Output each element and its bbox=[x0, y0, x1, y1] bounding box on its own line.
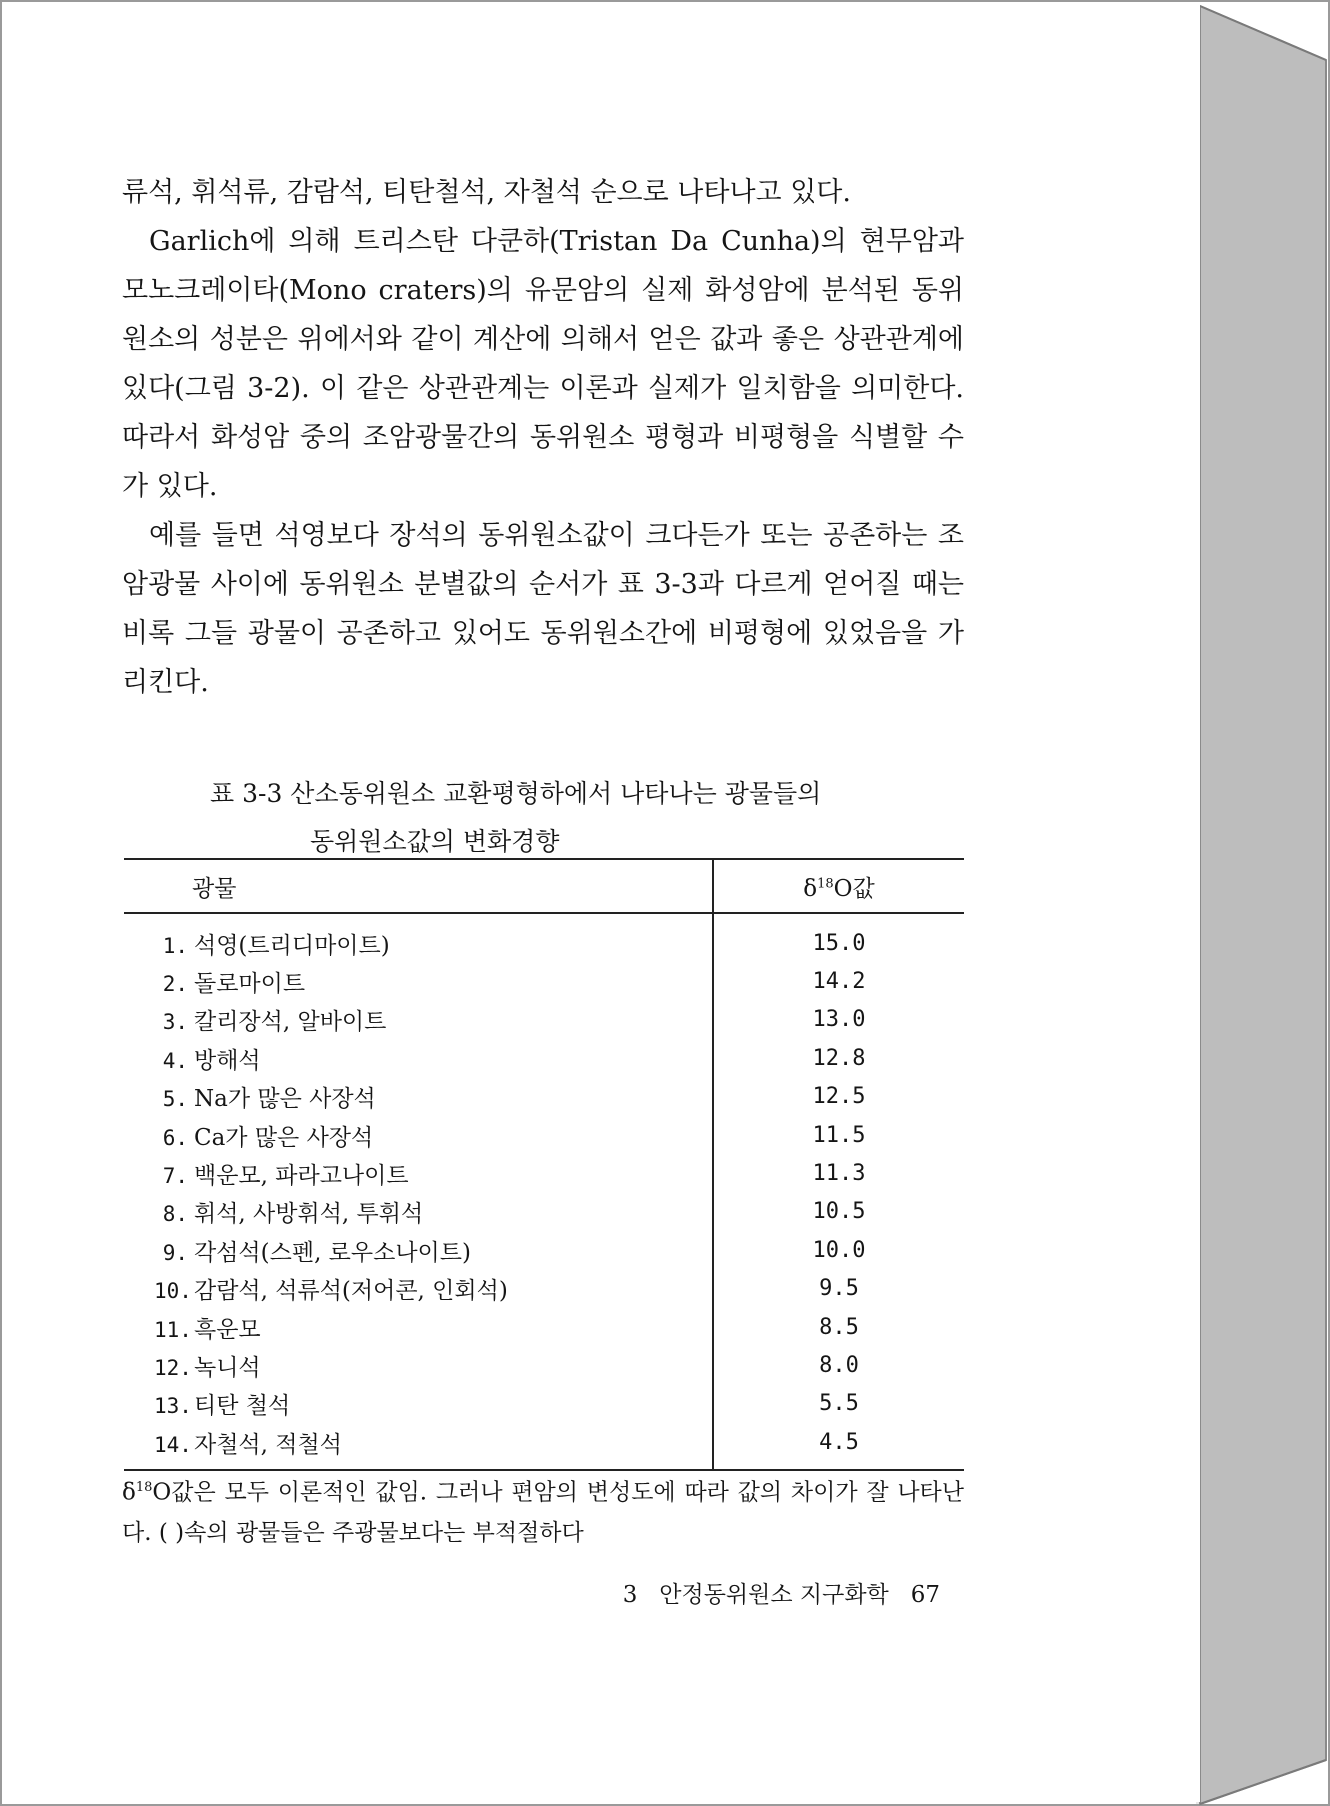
delta-value-cell: 5.5 bbox=[819, 1391, 859, 1417]
table-row bbox=[124, 1039, 964, 1077]
delta-value-cell: 4.5 bbox=[713, 1423, 964, 1470]
table-row bbox=[124, 1078, 964, 1116]
table-row bbox=[124, 962, 964, 1000]
body-text bbox=[122, 168, 964, 707]
paragraph-1: 류석, 휘석류, 감람석, 티탄철석, 자철석 순으로 나타나고 있다. bbox=[122, 177, 851, 208]
table-row bbox=[124, 1385, 964, 1423]
mineral-cell bbox=[124, 1193, 713, 1231]
mineral-cell bbox=[124, 962, 713, 1000]
row-number: 8. bbox=[162, 1202, 188, 1227]
mineral-name: 석영(트리디마이트) bbox=[194, 932, 390, 959]
table-row bbox=[124, 1423, 964, 1470]
mineral-name: 녹니석 bbox=[194, 1354, 261, 1381]
paragraph-3: 예를 들면 석영보다 장석의 동위원소값이 크다든가 또는 공존하는 조암광물 사이에 동위원소 분별값의 순서가 표 3-3과 다르게 얻어질 때는 비록 그들 광물이 공존하고 있어도 동위원소간에 비평형에 있었음을 가리킨다. bbox=[122, 520, 964, 698]
delta-value-cell: 10.0 bbox=[812, 1237, 866, 1263]
footnote-delta-symbol: δ bbox=[122, 1479, 136, 1506]
table-row bbox=[124, 1231, 964, 1269]
mineral-cell bbox=[124, 1154, 713, 1192]
mineral-name: 티탄 철석 bbox=[194, 1393, 291, 1420]
table-row bbox=[124, 1116, 964, 1154]
mineral-name: 방해석 bbox=[194, 1047, 261, 1074]
row-number: 1. bbox=[162, 933, 188, 958]
row-number: 13. bbox=[154, 1394, 192, 1419]
mineral-name: 칼리장석, 알바이트 bbox=[194, 1009, 387, 1036]
table-body bbox=[124, 913, 964, 1470]
row-number: 12. bbox=[154, 1355, 192, 1380]
mineral-name: 휘석, 사방휘석, 투휘석 bbox=[194, 1201, 424, 1228]
mineral-name: 감람석, 석류석(저어콘, 인회석) bbox=[194, 1278, 508, 1305]
mineral-name: 흑운모 bbox=[194, 1316, 261, 1343]
row-number: 10. bbox=[154, 1279, 192, 1304]
footnote-delta-sup: 18 bbox=[135, 1480, 153, 1495]
mineral-cell bbox=[124, 1078, 713, 1116]
row-number: 5. bbox=[162, 1087, 188, 1112]
table-caption bbox=[210, 770, 910, 866]
mineral-name: 각섬석(스펜, 로우소나이트) bbox=[194, 1239, 471, 1266]
mineral-name: 돌로마이트 bbox=[194, 971, 306, 998]
table-footnote bbox=[122, 1468, 964, 1553]
delta-value-cell: 14.2 bbox=[812, 969, 866, 995]
table-caption-line-1: 표 3-3 산소동위원소 교환평형하에서 나타나는 광물들의 bbox=[210, 779, 822, 808]
mineral-cell bbox=[124, 1270, 713, 1308]
row-number: 6. bbox=[162, 1125, 188, 1150]
footer-title: 안정동위원소 지구화학 bbox=[659, 1582, 889, 1608]
page-number: 67 bbox=[910, 1582, 940, 1608]
row-number: 14. bbox=[154, 1432, 192, 1457]
delta-value-cell: 11.3 bbox=[812, 1161, 866, 1187]
mineral-cell bbox=[124, 1039, 713, 1077]
book-page-edge bbox=[1196, 0, 1330, 1806]
footnote-text: O값은 모두 이론적인 값임. 그러나 편암의 변성도에 따라 값의 차이가 잘 나타난다. ( )속의 광물들은 주광물보다는 부적절하다 bbox=[122, 1479, 964, 1546]
delta-value-cell: 9.5 bbox=[819, 1276, 859, 1302]
mineral-cell bbox=[124, 1308, 713, 1346]
delta-value-cell: 12.5 bbox=[812, 1084, 866, 1110]
row-number: 3. bbox=[162, 1010, 188, 1035]
paragraph-2: Garlich에 의해 트리스탄 다쿤하(Tristan Da Cunha)의 현무암과 모노크레이타(Mono craters)의 유문암의 실제 화성암에 분석된 동위원소의 성분은 위에서와 같이 계산에 의해서 얻은 값과 좋은 상관관계에 있다(그림 3-2). 이 같은 상관관계는 이론과 실제가 일치함을 의미한다. 따라서 화성암 중의 조암광물간의 동위원소 평형과 비평형을 식별할 수가 있다. bbox=[122, 226, 964, 502]
delta-value-cell: 12.8 bbox=[812, 1045, 866, 1071]
mineral-delta-table bbox=[124, 858, 964, 1471]
header-delta-value bbox=[713, 859, 964, 913]
footer-chapter: 3 bbox=[622, 1582, 638, 1608]
mineral-cell bbox=[124, 1423, 713, 1470]
delta-value-cell: 13.0 bbox=[812, 1007, 866, 1033]
mineral-cell bbox=[124, 1116, 713, 1154]
mineral-cell bbox=[124, 913, 713, 962]
row-number: 9. bbox=[162, 1240, 188, 1265]
row-number: 7. bbox=[162, 1164, 188, 1189]
delta-value-cell: 8.5 bbox=[819, 1314, 859, 1340]
mineral-cell bbox=[124, 1385, 713, 1423]
row-number: 4. bbox=[162, 1048, 188, 1073]
table-row bbox=[124, 1308, 964, 1346]
delta-value-cell: 8.0 bbox=[819, 1352, 859, 1378]
table-row bbox=[124, 1270, 964, 1308]
table-caption-line-2: 동위원소값의 변화경향 bbox=[310, 827, 560, 856]
delta-value-cell: 11.5 bbox=[812, 1122, 866, 1148]
header-delta-symbol: δ bbox=[803, 875, 818, 902]
delta-value-cell: 10.5 bbox=[812, 1199, 866, 1225]
mineral-name: 백운모, 파라고나이트 bbox=[194, 1163, 409, 1190]
mineral-cell bbox=[124, 1001, 713, 1039]
header-delta-suffix: O값 bbox=[833, 875, 875, 902]
row-number: 11. bbox=[154, 1317, 192, 1342]
mineral-name: Ca가 많은 사장석 bbox=[194, 1124, 374, 1151]
table-row bbox=[124, 1001, 964, 1039]
mineral-name: Na가 많은 사장석 bbox=[194, 1086, 376, 1113]
mineral-cell bbox=[124, 1231, 713, 1269]
table-row bbox=[124, 913, 964, 962]
header-mineral: 광물 bbox=[124, 859, 713, 913]
table-row bbox=[124, 1154, 964, 1192]
mineral-name: 자철석, 적철석 bbox=[194, 1431, 342, 1458]
header-delta-sup: 18 bbox=[817, 875, 834, 891]
table-header-row bbox=[124, 859, 964, 913]
table-row bbox=[124, 1193, 964, 1231]
page-footer bbox=[600, 1576, 940, 1609]
row-number: 2. bbox=[162, 972, 188, 997]
mineral-cell bbox=[124, 1346, 713, 1384]
delta-value-cell: 15.0 bbox=[812, 930, 866, 956]
table-row bbox=[124, 1346, 964, 1384]
